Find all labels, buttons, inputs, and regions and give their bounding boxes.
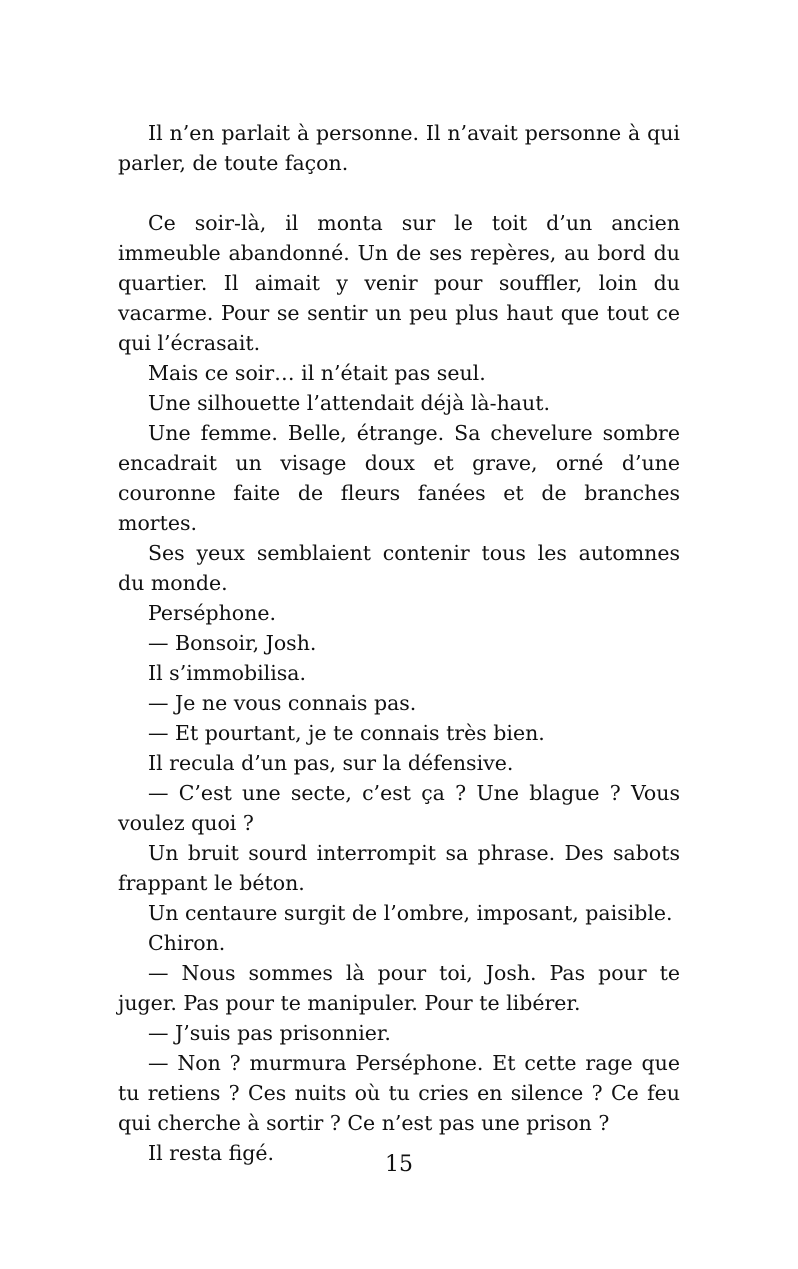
paragraph: Il recula d’un pas, sur la défensive. bbox=[148, 751, 514, 775]
section-break bbox=[118, 178, 680, 208]
paragraph: Mais ce soir… il n’était pas seul. bbox=[148, 361, 486, 385]
dialogue-line: — Nous sommes là pour toi, Josh. Pas pour te juger. Pas pour te manipuler. Pour te libérer. bbox=[118, 961, 680, 1015]
dialogue-line: — J’suis pas prisonnier. bbox=[148, 1021, 391, 1045]
paragraph: Chiron. bbox=[148, 931, 226, 955]
paragraph: Un bruit sourd interrompit sa phrase. Des sabots frappant le béton. bbox=[118, 841, 680, 895]
paragraph: Il s’immobilisa. bbox=[148, 661, 307, 685]
dialogue-line: — Et pourtant, je te connais très bien. bbox=[148, 721, 545, 745]
dialogue-line: — C’est une secte, c’est ça ? Une blague ? Vous voulez quoi ? bbox=[118, 781, 680, 835]
paragraph: Ce soir-là, il monta sur le toit d’un ancien immeuble abandonné. Un de ses repères, au bord du quartier. Il aimait y venir pour souffler, loin du vacarme. Pour se sentir un peu plus haut que tout ce qui l’écrasait. bbox=[118, 211, 680, 355]
paragraph: Une silhouette l’attendait déjà là-haut. bbox=[148, 391, 550, 415]
paragraph: Il n’en parlait à personne. Il n’avait personne à qui parler, de toute façon. bbox=[118, 121, 680, 175]
dialogue-line: — Bonsoir, Josh. bbox=[148, 631, 317, 655]
paragraph: Une femme. Belle, étrange. Sa chevelure sombre encadrait un visage doux et grave, orné d’une couronne faite de fleurs fanées et de branches mortes. bbox=[118, 421, 680, 535]
dialogue-line: — Je ne vous connais pas. bbox=[148, 691, 417, 715]
paragraph: Perséphone. bbox=[148, 601, 276, 625]
paragraph: Il resta figé. bbox=[148, 1141, 275, 1165]
page-number: 15 bbox=[385, 1152, 413, 1177]
dialogue-line: — Non ? murmura Perséphone. Et cette rage que tu retiens ? Ces nuits où tu cries en silence ? Ce feu qui cherche à sortir ? Ce n’est pas une prison ? bbox=[118, 1051, 680, 1135]
page-text-block bbox=[118, 118, 680, 1168]
paragraph: Un centaure surgit de l’ombre, imposant, paisible. bbox=[148, 901, 673, 925]
paragraph: Ses yeux semblaient contenir tous les automnes du monde. bbox=[118, 541, 680, 595]
